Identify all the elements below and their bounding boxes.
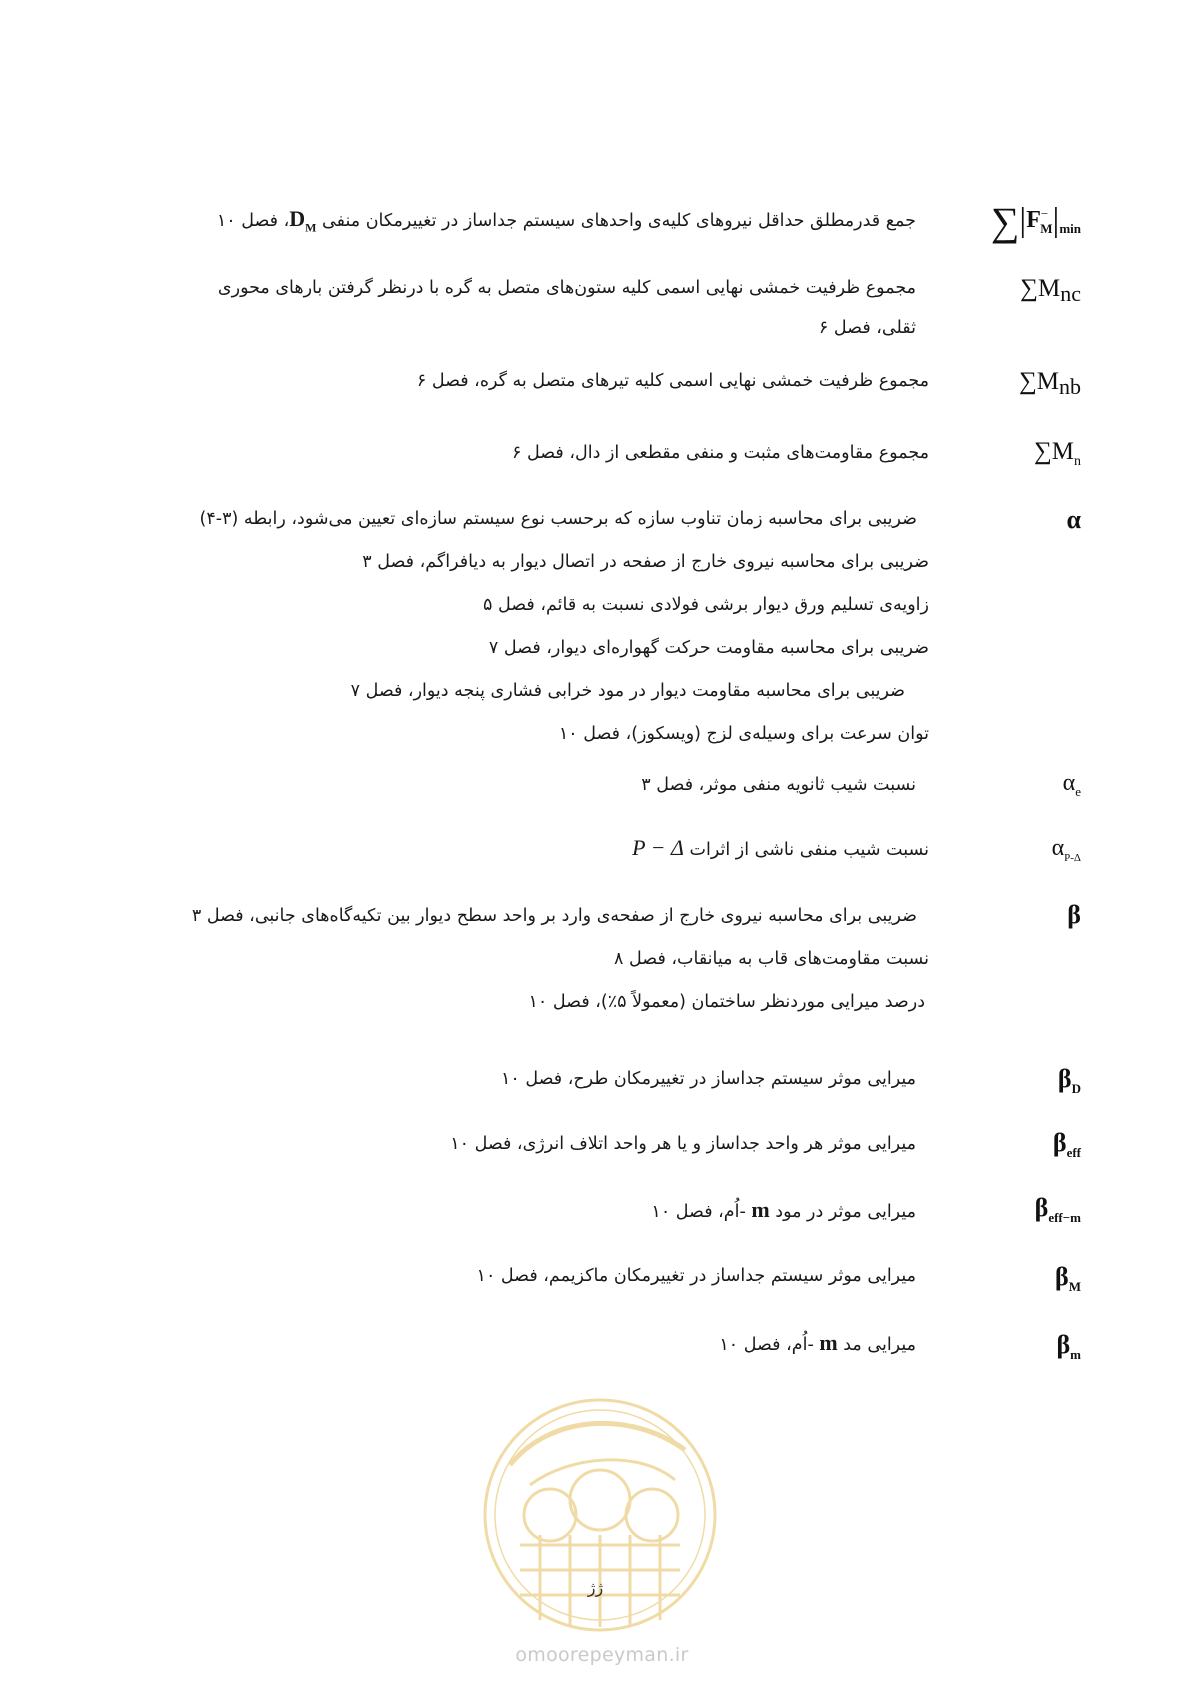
entry-description-list: ضریبی برای محاسبه زمان تناوب سازه که برحسب نوع سیستم سازه‌ای تعیین می‌شود، رابطه (۳-۴) ضریبی برای محاسبه نیروی خارج از صفحه در اتصال دیوار به دیافراگم، فصل ۳ زاویه‌ی تسلیم ورق دیوار برشی فولادی نسبت به قائم، فصل ۵ ضریبی برای محاسبه مقاومت حرکت گهواره‌ای دیوار، فصل ۷ ضریبی برای محاسبه مقاومت دیوار در مود خرابی فشاری پنجه دیوار، فصل ۷ توان سرعت برای وسیله‌ی لزج (ویسکوز)، فصل ۱۰ bbox=[199, 509, 929, 744]
watermark-seal-logo bbox=[480, 1395, 720, 1635]
entry-description-list: ضریبی برای محاسبه نیروی خارج از صفحه‌ی وارد بر واحد سطح دیوار بین تکیه‌گاه‌های جانبی، فصل ۳ نسبت مقاومت‌های قاب به میانقاب، فصل ۸ درصد میرایی موردنظر ساختمان (معمولاً ۵٪)، فصل ۱۰ bbox=[191, 906, 929, 1012]
page-number: ژژ bbox=[587, 1578, 604, 1597]
entry-description: میرایی موثر در مود m -اُم، فصل ۱۰ bbox=[651, 1197, 916, 1222]
symbol-beta-m-max: $\beta_M$ bbox=[1055, 1262, 1081, 1294]
inline-symbol-dm: $D_M$ bbox=[289, 206, 317, 235]
p-delta-formula: P − Δ bbox=[632, 835, 684, 860]
symbol-alpha: α bbox=[1066, 505, 1081, 534]
watermark-site-text: omoorepeyman.ir bbox=[515, 1644, 689, 1666]
entry-description: میرایی موثر هر واحد جداساز و یا هر واحد اتلاف انرژی، فصل ۱۰ bbox=[450, 1134, 916, 1154]
symbol-sum-abs-force-min: $\sum|F^-_M|_{min}$ bbox=[990, 199, 1081, 244]
symbol-sum-mnc: $\sum M_{nc}$ bbox=[1020, 275, 1081, 306]
symbol-beta-d: $\beta_D$ bbox=[1057, 1064, 1081, 1096]
entry-description: جمع قدرمطلق حداقل نیروهای کلیه‌ی واحدهای سیستم جداساز در تغییرمکان منفی $D_M،$ فصل ۱۰ bbox=[216, 206, 916, 235]
entry-description: میرایی مد m -اُم، فصل ۱۰ bbox=[719, 1330, 916, 1355]
symbol-alpha-e: $\alpha_e$ bbox=[1062, 770, 1081, 799]
symbol-sum-mnb: $\sum M_{nb}$ bbox=[1018, 368, 1081, 399]
symbol-beta-m: $\beta_m$ bbox=[1056, 1330, 1081, 1362]
entry-description: مجموع ظرفیت خمشی نهایی اسمی کلیه تیرهای متصل به گره، فصل ۶ bbox=[416, 371, 929, 391]
entry-description: مجموع مقاومت‌های مثبت و منفی مقطعی از دال، فصل ۶ bbox=[512, 443, 929, 463]
symbol-beta-eff: $\beta_{eff}$ bbox=[1052, 1128, 1081, 1160]
symbol-sum-mn: $\sum M_n$ bbox=[1033, 438, 1081, 469]
symbol-beta: β bbox=[1067, 900, 1081, 929]
entry-description: نسبت شیب منفی ناشی از اثرات P − Δ bbox=[632, 835, 929, 860]
entry-description: میرایی موثر سیستم جداساز در تغییرمکان ماکزیمم، فصل ۱۰ bbox=[476, 1266, 916, 1286]
entry-description: مجموع ظرفیت خمشی نهایی اسمی کلیه ستون‌های متصل به گره با درنظر گرفتن بارهای محوری ثقلی، فصل ۶ bbox=[217, 278, 916, 338]
symbol-alpha-p-delta: $\alpha_{P-\Delta}$ bbox=[1051, 835, 1081, 864]
symbol-beta-eff-m: $\beta_{eff-m}$ bbox=[1034, 1193, 1081, 1225]
entry-description: نسبت شیب ثانویه منفی موثر، فصل ۳ bbox=[641, 775, 916, 795]
entry-description: میرایی موثر سیستم جداساز در تغییرمکان طرح، فصل ۱۰ bbox=[501, 1069, 916, 1089]
